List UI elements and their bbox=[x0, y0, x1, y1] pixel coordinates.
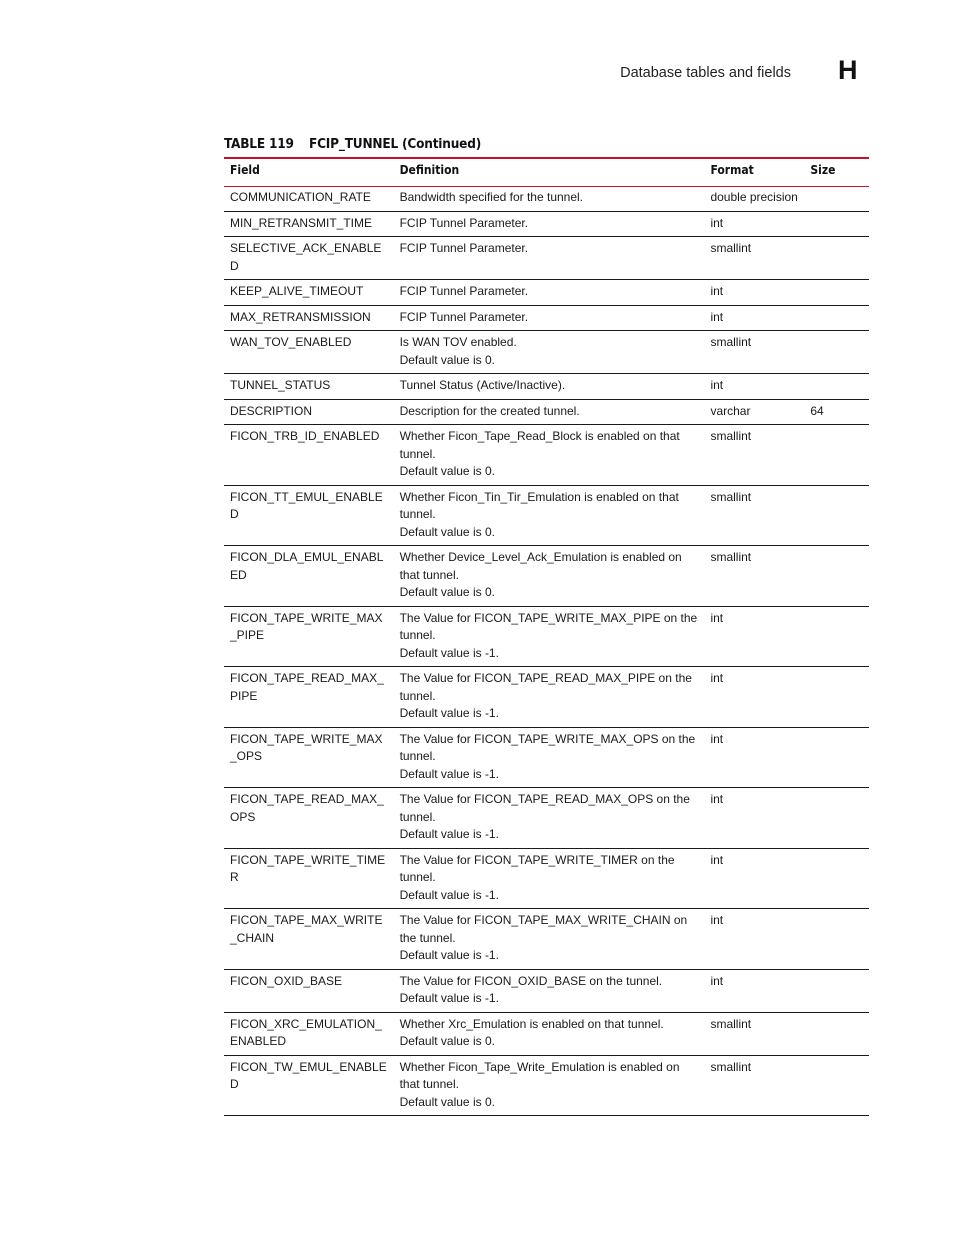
table-title: FCIP_TUNNEL (Continued) bbox=[309, 136, 482, 152]
cell-size bbox=[804, 211, 869, 237]
cell-size bbox=[804, 1055, 869, 1116]
cell-field: FICON_TRB_ID_ENABLED bbox=[224, 425, 394, 486]
table-number: TABLE 119 bbox=[224, 136, 294, 152]
cell-format: int bbox=[704, 969, 804, 1012]
cell-format: double precision bbox=[704, 187, 804, 212]
cell-size bbox=[804, 237, 869, 280]
definition-line: The Value for FICON_OXID_BASE on the tunnel. bbox=[399, 973, 663, 988]
cell-field: FICON_OXID_BASE bbox=[224, 969, 394, 1012]
table-row bbox=[224, 331, 869, 374]
definition-line: Default value is -1. bbox=[399, 887, 499, 902]
cell-format: smallint bbox=[704, 1055, 804, 1116]
column-header-size: Size bbox=[804, 158, 869, 187]
definition-line: FCIP Tunnel Parameter. bbox=[399, 241, 529, 255]
cell-definition bbox=[394, 546, 705, 607]
column-header-format: Format bbox=[704, 158, 804, 187]
cell-size bbox=[804, 374, 869, 400]
table-row bbox=[224, 237, 869, 280]
cell-field: FICON_TT_EMUL_ENABLED bbox=[224, 485, 394, 546]
table-row bbox=[224, 1012, 869, 1055]
definition-line: The Value for FICON_TAPE_MAX_WRITE_CHAIN on the tunnel. bbox=[399, 913, 688, 945]
table-row bbox=[224, 969, 869, 1012]
cell-field: COMMUNICATION_RATE bbox=[224, 187, 394, 212]
cell-size bbox=[804, 727, 869, 788]
cell-definition bbox=[394, 211, 705, 237]
cell-field: KEEP_ALIVE_TIMEOUT bbox=[224, 280, 394, 306]
definition-line: Whether Device_Level_Ack_Emulation is enabled on that tunnel. bbox=[399, 550, 682, 582]
cell-format: int bbox=[704, 848, 804, 909]
cell-definition bbox=[394, 606, 705, 667]
cell-size bbox=[804, 485, 869, 546]
column-header-definition: Definition bbox=[394, 158, 705, 187]
definition-line: Default value is 0. bbox=[399, 1094, 495, 1109]
cell-definition bbox=[394, 788, 705, 849]
definition-line: Whether Ficon_Tin_Tir_Emulation is enabled on that tunnel. bbox=[399, 489, 679, 521]
cell-field: MAX_RETRANSMISSION bbox=[224, 305, 394, 331]
cell-size bbox=[804, 546, 869, 607]
table-row bbox=[224, 399, 869, 425]
cell-size bbox=[804, 909, 869, 970]
table-row bbox=[224, 667, 869, 728]
cell-field: DESCRIPTION bbox=[224, 399, 394, 425]
cell-definition bbox=[394, 280, 705, 306]
cell-size bbox=[804, 606, 869, 667]
cell-field: FICON_TAPE_WRITE_TIMER bbox=[224, 848, 394, 909]
table-row bbox=[224, 485, 869, 546]
table-row bbox=[224, 546, 869, 607]
cell-size bbox=[804, 667, 869, 728]
table-row bbox=[224, 187, 869, 212]
definition-line: Default value is -1. bbox=[399, 706, 499, 720]
table-row bbox=[224, 788, 869, 849]
cell-field: FICON_TAPE_WRITE_MAX_PIPE bbox=[224, 606, 394, 667]
cell-format: int bbox=[704, 374, 804, 400]
cell-field: TUNNEL_STATUS bbox=[224, 374, 394, 400]
cell-format: smallint bbox=[704, 331, 804, 374]
cell-field: MIN_RETRANSMIT_TIME bbox=[224, 211, 394, 237]
cell-definition bbox=[394, 727, 705, 788]
page-header-title: Database tables and fields bbox=[620, 65, 791, 81]
table-body bbox=[224, 187, 869, 1116]
table-row bbox=[224, 848, 869, 909]
cell-format: int bbox=[704, 305, 804, 331]
cell-format: varchar bbox=[704, 399, 804, 425]
cell-definition bbox=[394, 374, 705, 400]
definition-line: Whether Ficon_Tape_Write_Emulation is enabled on that tunnel. bbox=[399, 1059, 680, 1091]
fcip-tunnel-table bbox=[224, 157, 869, 1116]
cell-size bbox=[804, 1012, 869, 1055]
cell-definition bbox=[394, 237, 705, 280]
cell-format: int bbox=[704, 280, 804, 306]
table-row bbox=[224, 727, 869, 788]
definition-line: The Value for FICON_TAPE_READ_MAX_OPS on the tunnel. bbox=[399, 792, 690, 824]
cell-definition bbox=[394, 399, 705, 425]
cell-field: FICON_TAPE_READ_MAX_PIPE bbox=[224, 667, 394, 728]
cell-format: smallint bbox=[704, 546, 804, 607]
definition-line: The Value for FICON_TAPE_READ_MAX_PIPE on the tunnel. bbox=[399, 671, 692, 703]
table-header-row bbox=[224, 158, 869, 187]
cell-field: FICON_XRC_EMULATION_ENABLED bbox=[224, 1012, 394, 1055]
cell-definition bbox=[394, 969, 705, 1012]
cell-size bbox=[804, 425, 869, 486]
cell-definition bbox=[394, 1055, 705, 1116]
table-row bbox=[224, 909, 869, 970]
cell-definition bbox=[394, 1012, 705, 1055]
definition-line: FCIP Tunnel Parameter. bbox=[399, 309, 529, 324]
definition-line: The Value for FICON_TAPE_WRITE_MAX_PIPE on the tunnel. bbox=[399, 610, 698, 642]
definition-line: Bandwidth specified for the tunnel. bbox=[399, 190, 584, 204]
definition-line: Default value is -1. bbox=[399, 827, 499, 841]
definition-line: Default value is -1. bbox=[399, 991, 499, 1005]
cell-format: smallint bbox=[704, 237, 804, 280]
cell-field: FICON_TAPE_READ_MAX_OPS bbox=[224, 788, 394, 849]
cell-definition bbox=[394, 848, 705, 909]
definition-line: Default value is 0. bbox=[399, 524, 495, 539]
table-row bbox=[224, 425, 869, 486]
cell-format: int bbox=[704, 788, 804, 849]
cell-size bbox=[804, 969, 869, 1012]
cell-format: smallint bbox=[704, 1012, 804, 1055]
definition-line: Whether Ficon_Tape_Read_Block is enabled on that tunnel. bbox=[399, 429, 680, 461]
definition-line: Default value is -1. bbox=[399, 645, 499, 660]
definition-line: Default value is 0. bbox=[399, 1034, 495, 1048]
definition-line: Description for the created tunnel. bbox=[399, 403, 580, 418]
cell-size bbox=[804, 331, 869, 374]
cell-field: FICON_TW_EMUL_ENABLED bbox=[224, 1055, 394, 1116]
chapter-letter: H bbox=[838, 55, 858, 85]
column-header-field: Field bbox=[224, 158, 394, 187]
cell-size bbox=[804, 848, 869, 909]
definition-line: The Value for FICON_TAPE_WRITE_TIMER on the tunnel. bbox=[399, 852, 675, 884]
definition-line: Default value is 0. bbox=[399, 585, 495, 599]
table-row bbox=[224, 1055, 869, 1116]
cell-definition bbox=[394, 425, 705, 486]
cell-definition bbox=[394, 331, 705, 374]
table-row bbox=[224, 211, 869, 237]
cell-format: smallint bbox=[704, 485, 804, 546]
table-row bbox=[224, 280, 869, 306]
definition-line: Default value is 0. bbox=[399, 464, 495, 478]
cell-format: smallint bbox=[704, 425, 804, 486]
cell-definition bbox=[394, 187, 705, 212]
cell-format: int bbox=[704, 211, 804, 237]
table-caption bbox=[224, 136, 481, 152]
cell-size bbox=[804, 280, 869, 306]
cell-field: FICON_TAPE_WRITE_MAX_OPS bbox=[224, 727, 394, 788]
definition-line: Default value is 0. bbox=[399, 352, 495, 367]
cell-field: SELECTIVE_ACK_ENABLED bbox=[224, 237, 394, 280]
cell-size bbox=[804, 788, 869, 849]
cell-definition bbox=[394, 305, 705, 331]
definition-line: Default value is -1. bbox=[399, 766, 499, 781]
definition-line: FCIP Tunnel Parameter. bbox=[399, 215, 529, 230]
cell-format: int bbox=[704, 606, 804, 667]
cell-size bbox=[804, 305, 869, 331]
cell-format: int bbox=[704, 727, 804, 788]
table-row bbox=[224, 305, 869, 331]
definition-line: Tunnel Status (Active/Inactive). bbox=[399, 378, 566, 392]
cell-definition bbox=[394, 667, 705, 728]
table-row bbox=[224, 374, 869, 400]
definition-line: Is WAN TOV enabled. bbox=[399, 335, 517, 349]
cell-format: int bbox=[704, 909, 804, 970]
table-row bbox=[224, 606, 869, 667]
cell-field: WAN_TOV_ENABLED bbox=[224, 331, 394, 374]
cell-field: FICON_TAPE_MAX_WRITE_CHAIN bbox=[224, 909, 394, 970]
definition-line: The Value for FICON_TAPE_WRITE_MAX_OPS on the tunnel. bbox=[399, 731, 696, 763]
cell-size bbox=[804, 187, 869, 212]
cell-definition bbox=[394, 909, 705, 970]
cell-size: 64 bbox=[804, 399, 869, 425]
definition-line: Whether Xrc_Emulation is enabled on that tunnel. bbox=[399, 1016, 664, 1031]
definition-line: Default value is -1. bbox=[399, 948, 499, 962]
definition-line: FCIP Tunnel Parameter. bbox=[399, 284, 529, 298]
cell-definition bbox=[394, 485, 705, 546]
cell-format: int bbox=[704, 667, 804, 728]
cell-field: FICON_DLA_EMUL_ENABLED bbox=[224, 546, 394, 607]
